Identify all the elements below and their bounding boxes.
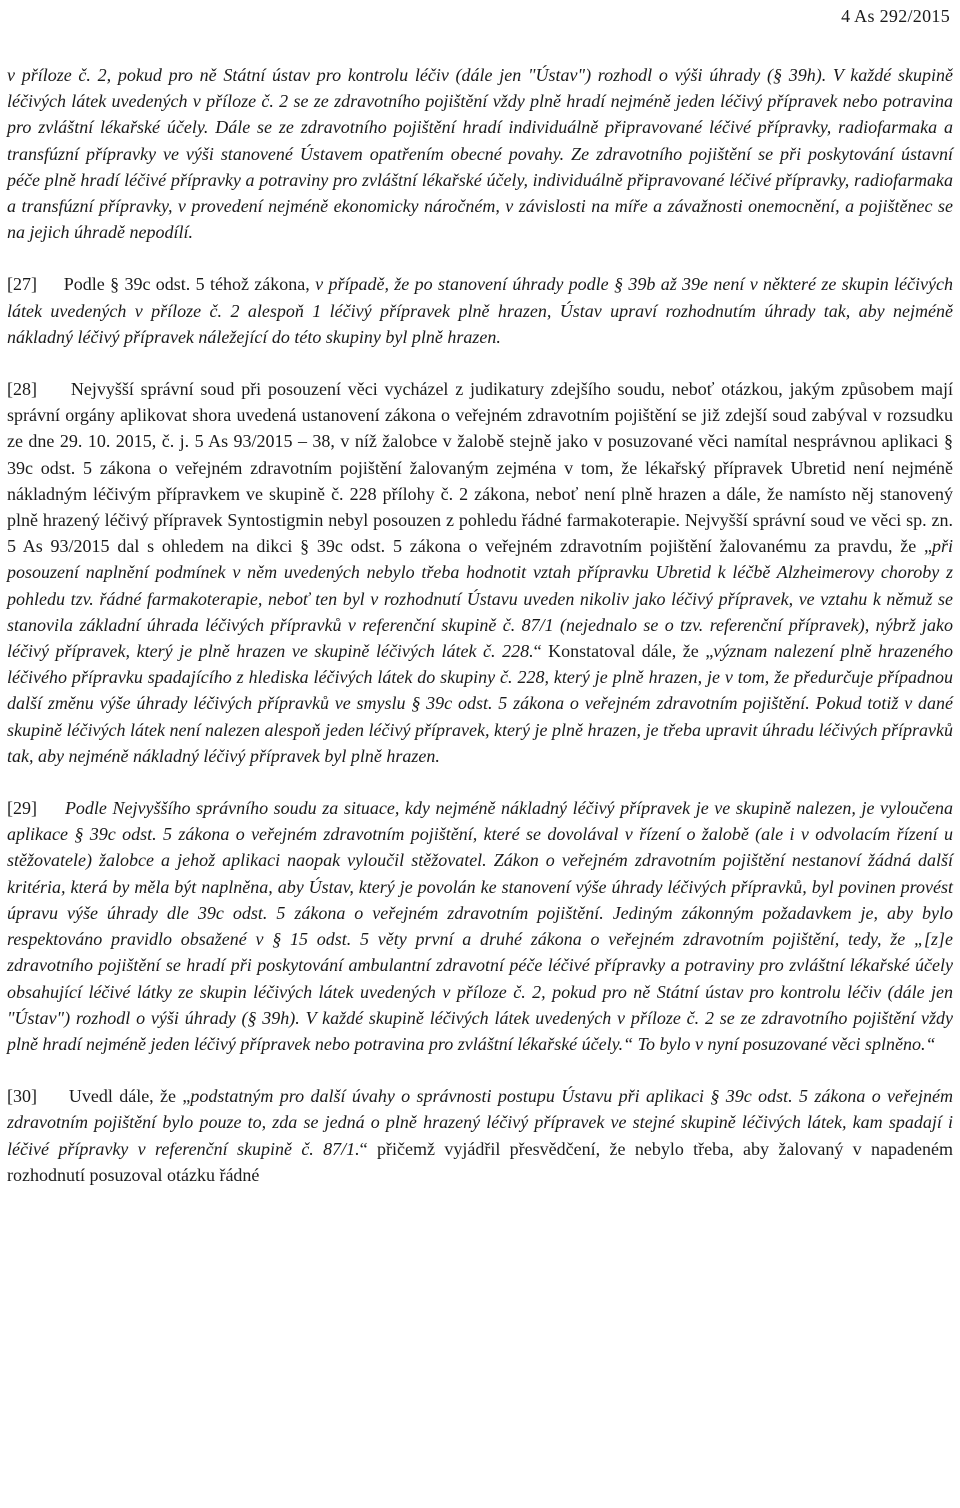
text-segment: Uvedl dále, že „	[68, 1086, 191, 1107]
paragraph-continued	[7, 62, 953, 245]
text-segment: podstatným pro další úvahy o správnosti postupu Ústavu při aplikaci § 39c odst. 5 zákona o veřejném zdravotním pojištění bylo pouze to, zda se jedná o plně hrazený léčivý přípravek ve stejné skupině léčivých látek, kam spadají i léčivé přípravky v referenční skupině č. 87/1.	[7, 1086, 954, 1159]
text-segment: Podle Nejvyššího správního soudu za situace, kdy nejméně nákladný léčivý přípravek je ve skupině nalezen, je vyloučena aplikace § 39c odst. 5 zákona o veřejném zdravotním pojištění, které se dovolával v řízení o žalobě (ale i v odvolacím řízení u stěžovatele) žalobce a jehož aplikaci naopak vyloučil stěžovatel. Zákon o veřejném zdravotním pojištění nestanoví žádná další kritéria, která by měla být naplněna, aby Ústav, který je povolán ke stanovení výše úhrady léčivých přípravků, byl povinen provést úpravu výše úhrady dle 39c odst. 5 zákona o veřejném zdravotním pojištění. Jediným zákonným požadavkem je, aby bylo respektováno pravidlo obsažené v § 15 odst. 5 věty první a druhé zákona o veřejném zdravotním pojištění, tedy, že „[z]e zdravotního pojištění se hradí při poskytování ambulantní zdravotní péče léčivé přípravky a potraviny pro zvláštní lékařské účely obsahující léčivé látky ze skupin léčivých látek uvedených v příloze č. 2, pokud pro ně Státní ústav pro kontrolu léčiv (dále jen "Ústav") rozhodl o výši úhrady (§ 39h). V každé skupině léčivých látek uvedených v příloze č. 2 se ze zdravotního pojištění vždy plně hradí nejméně jeden léčivý přípravek nebo potravina pro zvláštní lékařské účely.“ To bylo v nyní posuzované věci splněno.“	[7, 798, 954, 1054]
text-segment: Nejvyšší správní soud při posouzení věci vycházel z judikatury zdejšího soudu, neboť otázkou, jakým způsobem mají správní orgány aplikovat shora uvedená ustanovení zákona o veřejném zdravotním pojištění se již zdejší soud zabýval v rozsudku ze dne 29. 10. 2015, č. j. 5 As 93/2015 – 38, v níž žalobce v žalobě stejně jako v posuzované věci namítal nesprávnou aplikaci § 39c odst. 5 zákona o veřejném zdravotním pojištění žalovaným zejména v tom, že lékařský přípravek Ubretid není nejméně nákladným léčivým přípravkem ve skupině č. 228 přílohy č. 2 zákona, neboť není plně hrazen a dále, že namísto něj stanovený plně hrazený léčivý přípravek Syntostigmin nebyl posouzen z pohledu řádné farmakoterapie. Nejvyšší správní soud ve věci sp. zn. 5 As 93/2015 dal s ohledem na dikci § 39c odst. 5 zákona o veřejném zdravotním pojištění žalovanému za pravdu, že „	[7, 379, 953, 557]
paragraph-30	[7, 1083, 953, 1188]
paragraph-number: [30]	[7, 1086, 37, 1107]
paragraph-number: [27]	[7, 274, 37, 295]
document-body	[7, 62, 953, 1188]
text-segment: “ přičemž vyjádřil přesvědčení, že nebylo třeba, aby žalovaný v napadeném rozhodnutí posuzoval otázku řádné	[7, 1138, 953, 1185]
text-segment: při posouzení naplnění podmínek v něm uvedených nebylo třeba hodnotit vztah přípravku Ubretid k léčbě Alzheimerovy choroby z pohledu tzv. řádné farmakoterapie, neboť ten byl v rozhodnutí Ústavu uveden nikoliv jako léčivý přípravek, ve vztahu k němuž se stanovila základní úhrada léčivých přípravků v referenční skupině č. 87/1 (nejednalo se o tzv. referenční přípravek), nýbrž jako léčivý přípravek, který je plně hrazen ve skupině léčivých látek č. 228.	[7, 536, 953, 662]
text-segment: Podle § 39c odst. 5 téhož zákona,	[63, 274, 316, 295]
text-segment: “ Konstatoval dále, že „	[533, 641, 714, 662]
paragraph-29	[7, 795, 953, 1057]
text-segment: v případě, že po stanovení úhrady podle § 39b až 39e není v některé ze skupin léčivých látek uvedených v příloze č. 2 alespoň 1 léčivý přípravek plně hrazen, Ústav upraví rozhodnutím úhrady tak, aby nejméně nákladný léčivý přípravek náležející do této skupiny byl plně hrazen.	[7, 274, 954, 347]
paragraph-27	[7, 271, 953, 350]
text-segment: v příloze č. 2, pokud pro ně Státní ústav pro kontrolu léčiv (dále jen "Ústav") rozhodl o výši úhrady (§ 39h). V každé skupině léčivých látek uvedených v příloze č. 2 se ze zdravotního pojištění vždy plně hradí nejméně jeden léčivý přípravek nebo potravina pro zvláštní lékařské účely. Dále se ze zdravotního pojištění hradí individuálně připravované léčivé přípravky, radiofarmaka a transfúzní přípravky ve výši stanovené Ústavem opatřením obecné povahy. Ze zdravotního pojištění se při poskytování ústavní péče plně hradí léčivé přípravky a potraviny pro zvláštní lékařské účely, individuálně připravované léčivé přípravky, radiofarmaka a transfúzní přípravky, v provedení nejméně ekonomicky náročném, v závislosti na míře a závažnosti onemocnění, a pojištěnec se na jejich úhradě nepodílí.	[7, 65, 953, 243]
paragraph-number: [28]	[7, 379, 37, 400]
text-segment: význam nalezení plně hrazeného léčivého přípravku spadajícího z hlediska léčivých látek do skupiny č. 228, který je plně hrazen, je v tom, že předurčuje případnou další změnu výše úhrady léčivých přípravků ve smyslu § 39c odst. 5 zákona o veřejném zdravotním pojištění. Pokud totiž v dané skupině léčivých látek není nalezen alespoň jeden léčivý přípravek, který je plně hrazen, je třeba upravit úhradu léčivých přípravků tak, aby nejméně nákladný léčivý přípravek byl plně hrazen.	[7, 641, 953, 766]
paragraph-number: [29]	[7, 798, 37, 819]
case-number: 4 As 292/2015	[841, 6, 950, 26]
paragraph-28	[7, 376, 953, 769]
